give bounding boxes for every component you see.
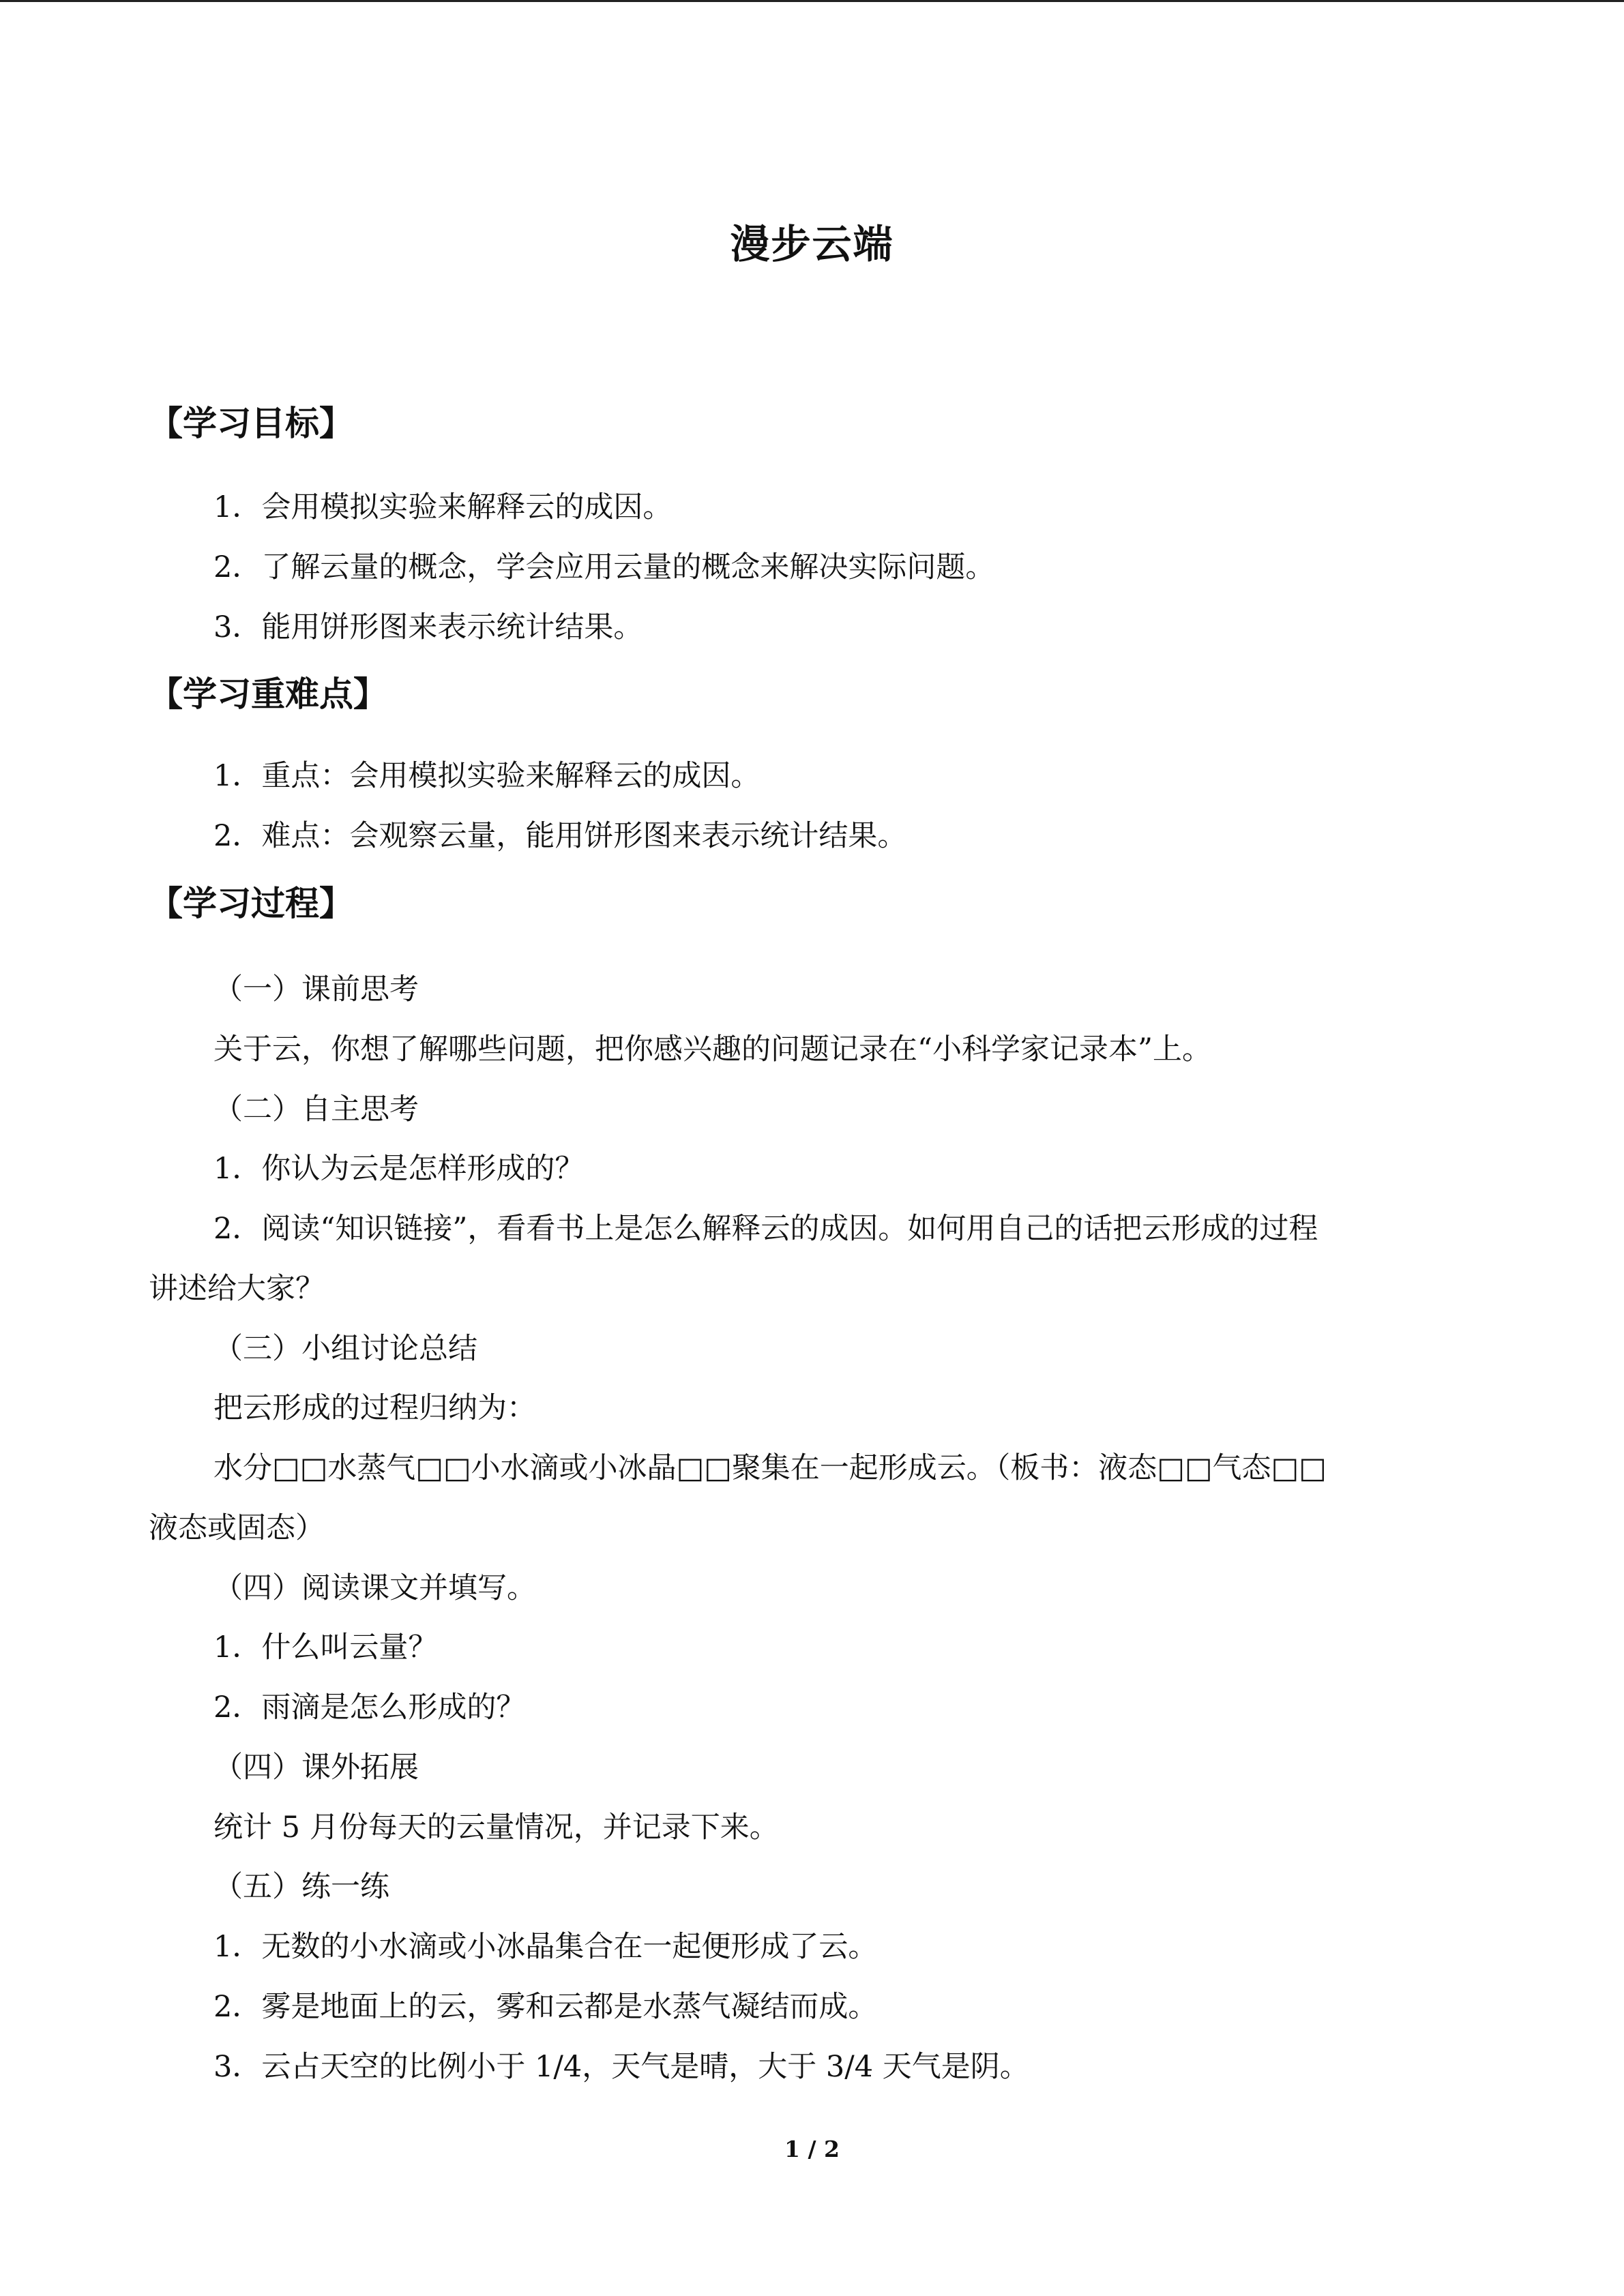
process-paragraph: 把云形成的过程归纳为： (213, 1391, 536, 1425)
process-subheading: （三）小组讨论总结 (213, 1332, 477, 1366)
process-paragraph: 关于云，你想了解哪些问题，把你感兴趣的问题记录在“小科学家记录本”上。 (213, 1032, 1211, 1067)
top-border-line (0, 0, 1624, 2)
process-paragraph: 水分□□水蒸气□□小水滴或小冰晶□□聚集在一起形成云。（板书：液态□□气态□□ (213, 1451, 1327, 1485)
process-paragraph: 1．什么叫云量？ (213, 1630, 438, 1665)
process-paragraph: 统计 5 月份每天的云量情况，并记录下来。 (213, 1810, 779, 1845)
key-point-item: 2．难点：会观察云量，能用饼形图来表示统计结果。 (213, 819, 907, 853)
objective-item: 2．了解云量的概念，学会应用云量的概念来解决实际问题。 (213, 550, 995, 584)
section-heading-process: 【学习过程】 (149, 884, 353, 923)
process-subheading: （五）练一练 (213, 1870, 389, 1904)
section-heading-key-points: 【学习重难点】 (149, 674, 387, 714)
objective-item: 3．能用饼形图来表示统计结果。 (213, 610, 643, 644)
process-paragraph-continued: 讲述给大家？ (149, 1272, 325, 1306)
process-paragraph: 2．雾是地面上的云，雾和云都是水蒸气凝结而成。 (213, 1990, 878, 2024)
process-paragraph: 2．阅读“知识链接”，看看书上是怎么解释云的成因。如何用自己的话把云形成的过程 (213, 1212, 1318, 1246)
key-point-item: 1．重点：会用模拟实验来解释云的成因。 (213, 759, 761, 793)
process-subheading: （一）课前思考 (213, 972, 419, 1007)
process-subheading: （二）自主思考 (213, 1092, 419, 1127)
process-paragraph-continued: 液态或固态） (149, 1511, 325, 1545)
process-subheading: （四）阅读课文并填写。 (213, 1571, 536, 1605)
process-paragraph: 3．云占天空的比例小于 1/4，天气是晴，大于 3/4 天气是阴。 (213, 2050, 1029, 2084)
process-subheading: （四）课外拓展 (213, 1750, 419, 1785)
document-title: 漫步云端 (730, 221, 894, 267)
process-paragraph: 1．无数的小水滴或小冰晶集合在一起便形成了云。 (213, 1930, 878, 1964)
page-number: 1 / 2 (784, 2136, 840, 2162)
section-heading-objectives: 【学习目标】 (149, 404, 353, 443)
process-paragraph: 2．雨滴是怎么形成的？ (213, 1690, 526, 1725)
process-paragraph: 1．你认为云是怎样形成的？ (213, 1152, 585, 1186)
objective-item: 1．会用模拟实验来解释云的成因。 (213, 490, 673, 524)
